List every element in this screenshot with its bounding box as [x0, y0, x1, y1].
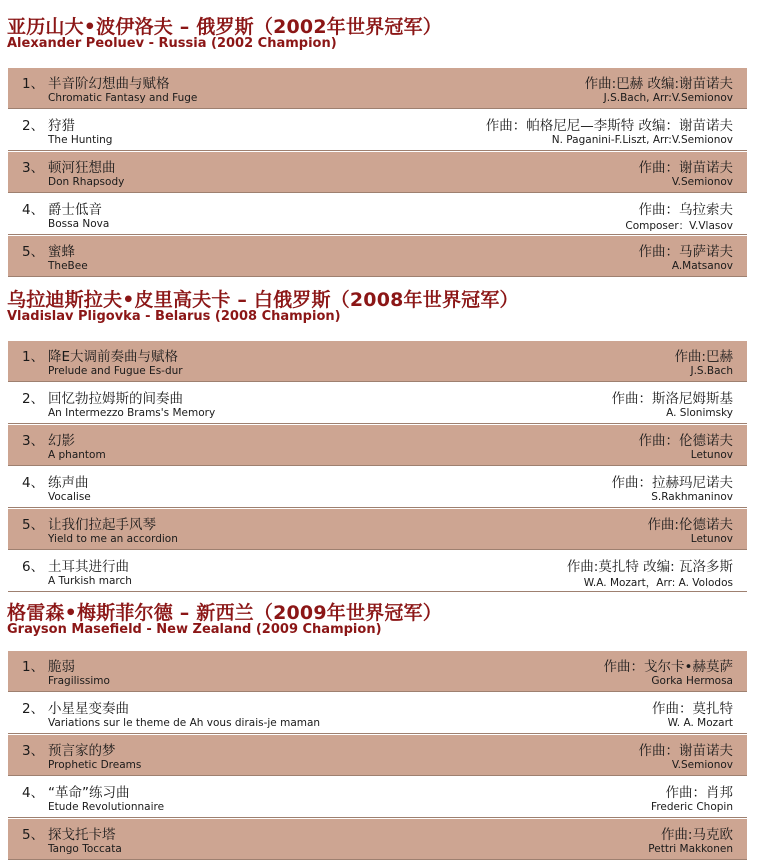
composer-en: A.Matsanov — [671, 260, 733, 272]
piece-title-en: Chromatic Fantasy and Fuge — [48, 92, 198, 104]
piece-title-cn: 狩猎 — [48, 118, 75, 134]
composer-en: N. Paganini-F.Liszt, Arr:V.Semionov — [551, 134, 733, 146]
piece-title-en: Prophetic Dreams — [48, 759, 142, 771]
composer-en: W. A. Mozart — [667, 717, 733, 729]
program-item — [8, 819, 747, 860]
piece-title-cn: 爵士低音 — [48, 202, 102, 218]
composer-cn: 作曲：帕格尼尼—李斯特 改编：谢苗诺夫 — [485, 118, 733, 134]
composer-cn: 作曲：拉赫玛尼诺夫 — [611, 475, 733, 491]
composer-cn: 作曲：肖邦 — [665, 785, 733, 801]
composer-cn: 作曲:马克欧 — [660, 827, 733, 843]
item-number: 5、 — [22, 827, 45, 843]
composer-cn: 作曲:伦德诺夫 — [647, 517, 733, 533]
program-item — [8, 194, 747, 235]
piece-title-cn: 蜜蜂 — [48, 244, 75, 260]
item-number: 5、 — [22, 517, 45, 533]
piece-title-cn: 让我们拉起手风琴 — [48, 517, 156, 533]
composer-en: V.Semionov — [671, 176, 733, 188]
composer-en: S.Rakhmaninov — [651, 491, 733, 503]
piece-title-en: TheBee — [48, 260, 88, 272]
item-number: 2、 — [22, 391, 45, 407]
section-title-cn: 格雷森•梅斯菲尔德 – 新西兰（2009年世界冠军） — [7, 602, 442, 624]
program-item — [8, 735, 747, 776]
program-item — [8, 651, 747, 692]
composer-cn: 作曲：谢苗诺夫 — [638, 160, 733, 176]
program-item — [8, 383, 747, 424]
item-number: 1、 — [22, 659, 45, 675]
composer-en: Composer：V.Vlasov — [625, 220, 733, 232]
piece-title-cn: 小星星变奏曲 — [48, 701, 129, 717]
section-title-cn: 乌拉迪斯拉夫•皮里高夫卡 – 白俄罗斯（2008年世界冠军） — [7, 289, 519, 311]
program-item — [8, 236, 747, 277]
piece-title-cn: “革命”练习曲 — [48, 785, 130, 801]
program-item — [8, 509, 747, 550]
piece-title-en: Fragilissimo — [48, 675, 110, 687]
program-item — [8, 341, 747, 382]
piece-title-cn: 土耳其进行曲 — [48, 559, 129, 575]
program-item — [8, 467, 747, 508]
piece-title-cn: 回忆勃拉姆斯的间奏曲 — [48, 391, 183, 407]
piece-title-cn: 幻影 — [48, 433, 75, 449]
piece-title-cn: 练声曲 — [48, 475, 89, 491]
composer-cn: 作曲：马萨诺夫 — [638, 244, 733, 260]
program-item — [8, 110, 747, 151]
piece-title-en: Yield to me an accordion — [48, 533, 178, 545]
item-number: 3、 — [22, 433, 45, 449]
item-number: 2、 — [22, 118, 45, 134]
composer-cn: 作曲:莫扎特 改编: 瓦洛多斯 — [566, 559, 733, 575]
item-number: 4、 — [22, 202, 45, 218]
program-item — [8, 68, 747, 109]
composer-en: Letunov — [690, 533, 733, 545]
item-number: 3、 — [22, 160, 45, 176]
item-number: 3、 — [22, 743, 45, 759]
program-item — [8, 152, 747, 193]
section-title-cn: 亚历山大•波伊洛夫 – 俄罗斯（2002年世界冠军） — [7, 16, 442, 38]
program-item — [8, 425, 747, 466]
item-number: 1、 — [22, 349, 45, 365]
piece-title-cn: 顿河狂想曲 — [48, 160, 116, 176]
piece-title-en: Prelude and Fugue Es-dur — [48, 365, 183, 377]
piece-title-en: Vocalise — [48, 491, 91, 503]
composer-cn: 作曲：斯洛尼姆斯基 — [611, 391, 733, 407]
piece-title-en: Tango Toccata — [48, 843, 122, 855]
composer-en: Pettri Makkonen — [648, 843, 733, 855]
composer-en: J.S.Bach, Arr:V.Semionov — [603, 92, 733, 104]
composer-cn: 作曲:巴赫 — [674, 349, 733, 365]
piece-title-cn: 半音阶幻想曲与赋格 — [48, 76, 170, 92]
item-number: 4、 — [22, 475, 45, 491]
composer-cn: 作曲：戈尔卡•赫莫萨 — [603, 659, 733, 675]
composer-en: Frederic Chopin — [651, 801, 733, 813]
composer-en: Letunov — [690, 449, 733, 461]
piece-title-cn: 脆弱 — [48, 659, 75, 675]
item-number: 5、 — [22, 244, 45, 260]
piece-title-en: Don Rhapsody — [48, 176, 125, 188]
item-number: 4、 — [22, 785, 45, 801]
composer-cn: 作曲：谢苗诺夫 — [638, 743, 733, 759]
piece-title-cn: 降E大调前奏曲与赋格 — [48, 349, 179, 365]
composer-cn: 作曲：莫扎特 — [652, 701, 733, 717]
item-number: 2、 — [22, 701, 45, 717]
composer-en: V.Semionov — [671, 759, 733, 771]
program-item — [8, 693, 747, 734]
composer-en: J.S.Bach — [690, 365, 733, 377]
item-number: 6、 — [22, 559, 45, 575]
piece-title-cn: 预言家的梦 — [48, 743, 116, 759]
section-title-en: Vladislav Pligovka - Belarus (2008 Champion) — [7, 309, 341, 324]
piece-title-en: The Hunting — [48, 134, 113, 146]
section-title-en: Grayson Masefield - New Zealand (2009 Champion) — [7, 622, 382, 637]
item-number: 1、 — [22, 76, 45, 92]
composer-en: Gorka Hermosa — [651, 675, 733, 687]
program-item — [8, 551, 747, 592]
section-title-en: Alexander Peoluev - Russia (2002 Champion) — [7, 36, 337, 51]
piece-title-en: A phantom — [48, 449, 106, 461]
piece-title-cn: 探戈托卡塔 — [48, 827, 116, 843]
composer-en: W.A. Mozart，Arr: A. Volodos — [583, 577, 733, 589]
composer-cn: 作曲：伦德诺夫 — [638, 433, 733, 449]
program-item — [8, 777, 747, 818]
composer-cn: 作曲:巴赫 改编:谢苗诺夫 — [584, 76, 733, 92]
piece-title-en: A Turkish march — [48, 575, 132, 587]
piece-title-en: Etude Revolutionnaire — [48, 801, 165, 813]
composer-cn: 作曲：乌拉索夫 — [638, 202, 733, 218]
piece-title-en: An Intermezzo Brams's Memory — [48, 407, 216, 419]
piece-title-en: Bossa Nova — [48, 218, 110, 230]
piece-title-en: Variations sur le theme de Ah vous dirais-je maman — [48, 717, 321, 729]
composer-en: A. Slonimsky — [666, 407, 733, 419]
